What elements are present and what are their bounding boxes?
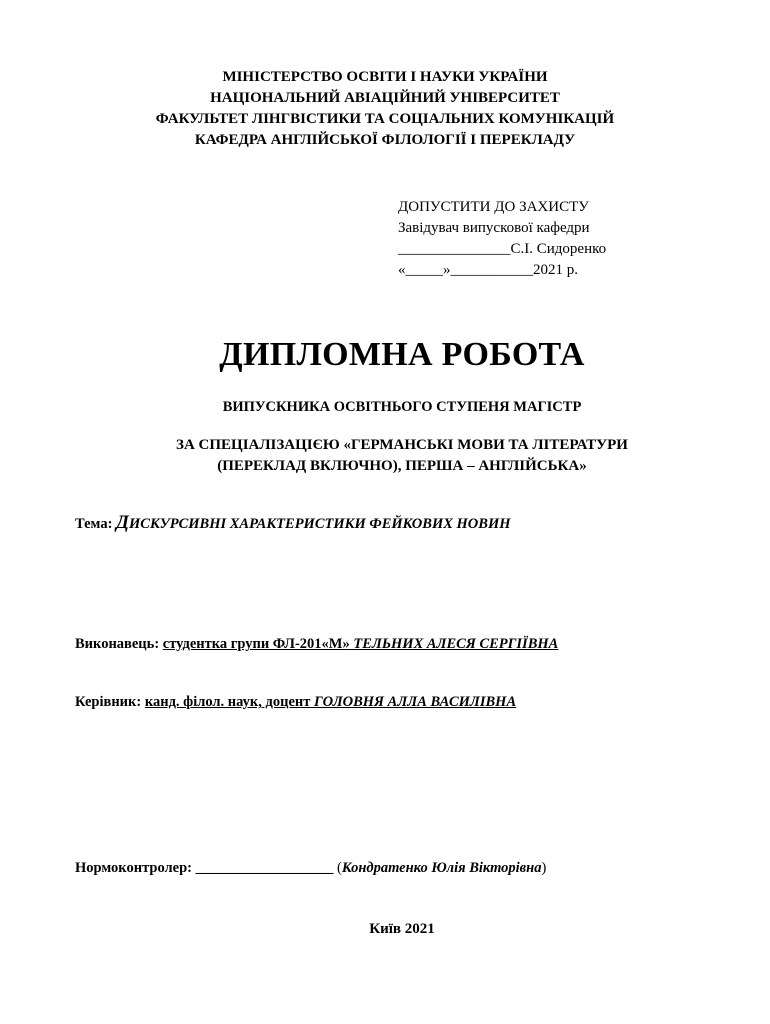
university-line: НАЦІОНАЛЬНИЙ АВІАЦІЙНИЙ УНІВЕРСИТЕТ	[210, 90, 560, 106]
executor-name: ТЕЛЬНИХ АЛЕСЯ СЕРГІЇВНА	[353, 636, 559, 652]
institution-header	[0, 67, 770, 151]
city-year: Київ 2021	[369, 921, 435, 937]
approval-heading: ДОПУСТИТИ ДО ЗАХИСТУ	[398, 199, 589, 215]
approval-signature-line: _______________С.І. Сидоренко	[398, 241, 607, 257]
topic-rest: ИСКУРСИВНІ ХАРАКТЕРИСТИКИ ФЕЙКОВИХ НОВИН	[129, 516, 511, 532]
executor-label: Виконавець:	[75, 636, 160, 652]
degree-line: ВИПУСКНИКА ОСВІТНЬОГО СТУПЕНЯ МАГІСТР	[222, 399, 582, 415]
supervisor-position: канд. філол. наук, доцент	[144, 694, 311, 710]
specialization-line-2: (ПЕРЕКЛАД ВКЛЮЧНО), ПЕРША – АНГЛІЙСЬКА»	[217, 458, 587, 474]
document-title: ДИПЛОМНА РОБОТА	[219, 336, 585, 373]
controller-name: Кондратенко Юлія Вікторівна	[341, 860, 542, 876]
supervisor-row	[75, 694, 516, 711]
topic-label: Тема:	[75, 516, 113, 532]
controller-close-paren: )	[541, 860, 547, 876]
specialization-line-1: ЗА СПЕЦІАЛІЗАЦІЄЮ «ГЕРМАНСЬКІ МОВИ ТА ЛІТЕРАТУРИ	[176, 437, 628, 453]
controller-signature-blank: ___________________	[195, 860, 334, 876]
approval-block	[398, 197, 606, 281]
department-line: КАФЕДРА АНГЛІЙСЬКОЇ ФІЛОЛОГІЇ І ПЕРЕКЛАДУ	[194, 132, 576, 148]
approval-date-line: «_____»___________2021 р.	[398, 262, 578, 278]
approval-head-title: Завідувач випускової кафедри	[398, 220, 590, 236]
executor-value	[163, 636, 559, 652]
supervisor-name: ГОЛОВНЯ АЛЛА ВАСИЛІВНА	[314, 694, 517, 710]
supervisor-label: Керівник:	[75, 694, 142, 710]
supervisor-value	[145, 694, 516, 710]
executor-group: студентка групи ФЛ-201«М»	[162, 636, 350, 652]
topic-text	[116, 512, 511, 533]
controller-open-paren: (	[336, 860, 342, 876]
specialization-block	[0, 435, 770, 477]
executor-row	[75, 636, 558, 653]
faculty-line: ФАКУЛЬТЕТ ЛІНГВІСТИКИ ТА СОЦІАЛЬНИХ КОМУНІКАЦІЙ	[155, 111, 615, 127]
topic-first-letter: Д	[116, 512, 130, 533]
topic-row	[75, 512, 511, 534]
controller-row	[75, 860, 546, 877]
controller-label: Нормоконтролер:	[75, 860, 192, 876]
ministry-line: МІНІСТЕРСТВО ОСВІТИ І НАУКИ УКРАЇНИ	[222, 69, 548, 85]
